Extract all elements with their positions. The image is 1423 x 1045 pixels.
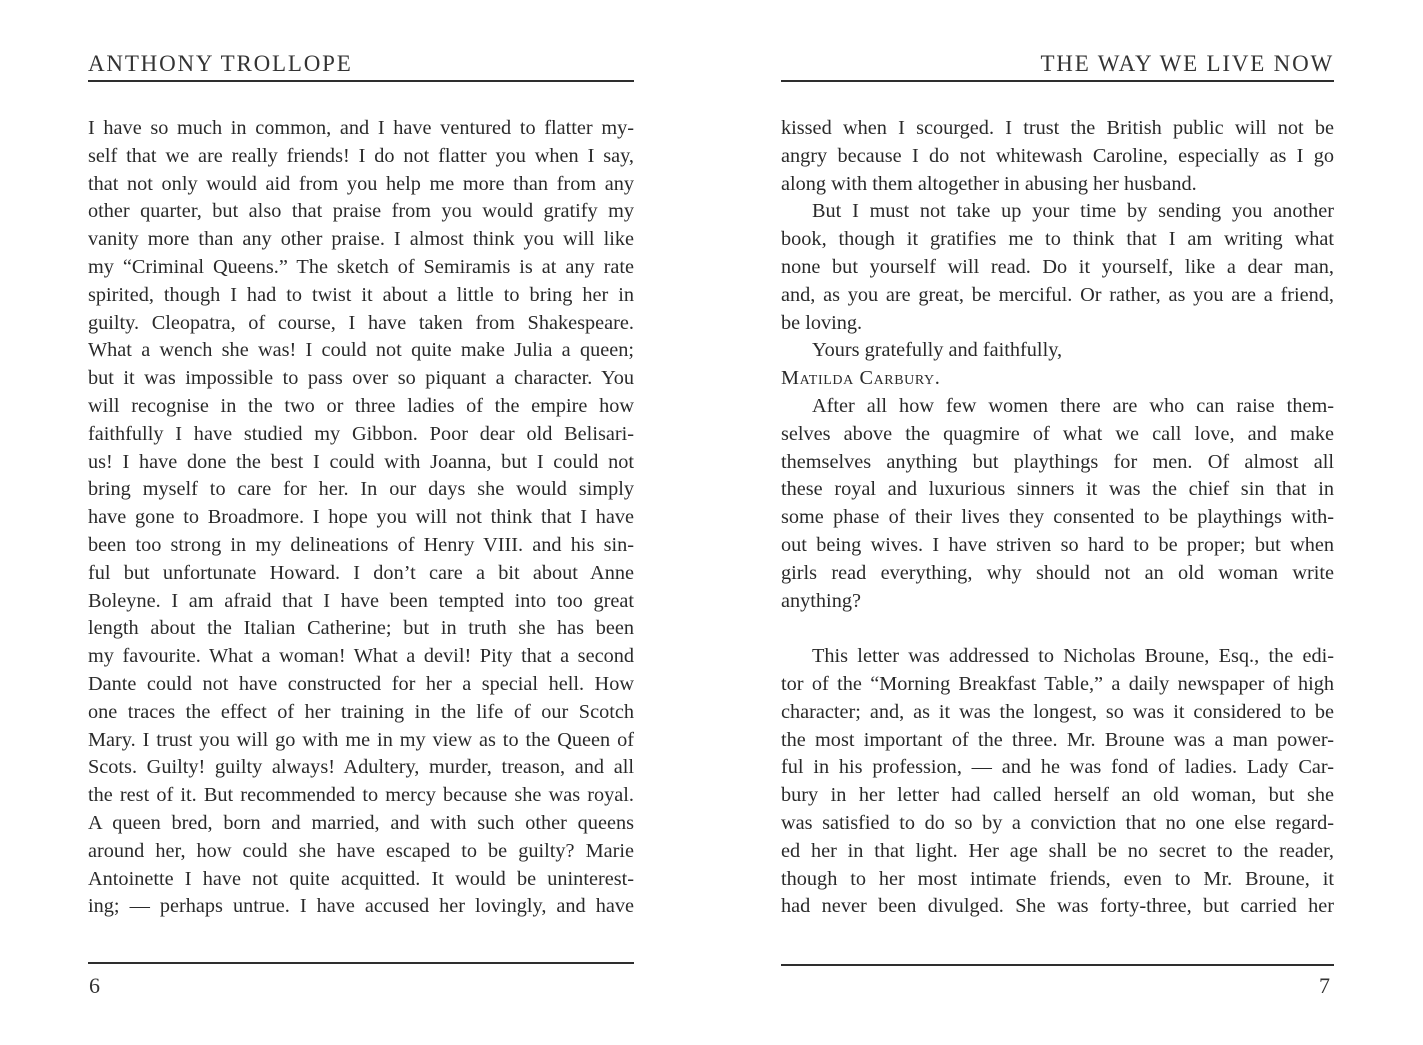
text-line: but it was impossible to pass over so piquant a character. You xyxy=(88,367,634,390)
text-line: one traces the effect of her training in the life of our Scotch xyxy=(88,700,634,723)
letter-signature: Matilda Carbury. xyxy=(781,367,941,390)
text-line: tor of the “Morning Breakfast Table,” a daily newspaper of high xyxy=(781,672,1334,695)
text-line: be loving. xyxy=(781,311,863,334)
text-line: Dante could not have constructed for her a special hell. How xyxy=(88,672,634,695)
text-line: ful in his profession, — and he was fond of ladies. Lady Car- xyxy=(781,756,1334,779)
left-page-body xyxy=(88,115,634,921)
text-line: my favourite. What a woman! What a devil! Pity that a second xyxy=(88,645,634,668)
text-line: these royal and luxurious sinners it was the chief sin that in xyxy=(781,478,1334,501)
text-line: anything? xyxy=(781,589,861,612)
header-rule xyxy=(781,80,1334,82)
text-line: What a wench she was! I could not quite make Julia a queen; xyxy=(88,339,634,362)
letter-closing: Yours gratefully and faithfully, xyxy=(812,339,1063,362)
right-page-body xyxy=(781,115,1334,921)
text-line: Boleyne. I am afraid that I have been tempted into too great xyxy=(88,589,634,612)
text-line: been too strong in my delineations of Henry VIII. and his sin- xyxy=(88,533,634,556)
footer-rule xyxy=(781,964,1334,966)
text-line: book, though it gratifies me to think that I am writing what xyxy=(781,228,1334,251)
header-rule xyxy=(88,80,634,82)
text-line: have gone to Broadmore. I hope you will not think that I have xyxy=(88,506,634,529)
text-line: had never been divulged. She was forty-three, but carried her xyxy=(781,895,1334,918)
section-break xyxy=(781,615,1334,643)
running-head-author: ANTHONY TROLLOPE xyxy=(88,51,353,76)
text-line: selves above the quagmire of what we call love, and make xyxy=(781,422,1334,445)
footer-rule xyxy=(88,962,634,964)
text-line: bring myself to care for her. In our days she would simply xyxy=(88,478,634,501)
right-page xyxy=(781,0,1334,1045)
text-line: and, as you are great, be merciful. Or rather, as you are a friend, xyxy=(781,283,1334,306)
text-line: girls read everything, why should not an old woman write xyxy=(781,561,1334,584)
text-line: themselves anything but playthings for men. Of almost all xyxy=(781,450,1334,473)
text-line: the most important of the three. Mr. Broune was a man power- xyxy=(781,728,1334,751)
text-line: vanity more than any other praise. I almost think you will like xyxy=(88,228,634,251)
paragraph-start-line: But I must not take up your time by sending you another xyxy=(812,200,1334,223)
text-line: A queen bred, born and married, and with such other queens xyxy=(88,811,634,834)
text-line: out being wives. I have striven so hard to be proper; but when xyxy=(781,533,1334,556)
text-line: Scots. Guilty! guilty always! Adultery, murder, treason, and all xyxy=(88,756,634,779)
text-line: Antoinette I have not quite acquitted. It would be uninterest- xyxy=(88,867,634,890)
text-line: that not only would aid from you help me more than from any xyxy=(88,172,634,195)
page-number: 7 xyxy=(1319,973,1330,998)
text-line: character; and, as it was the longest, so was it considered to be xyxy=(781,700,1334,723)
text-line: angry because I do not whitewash Caroline, especially as I go xyxy=(781,144,1334,167)
text-line: none but yourself will read. Do it yourself, like a dear man, xyxy=(781,255,1334,278)
running-head-title: THE WAY WE LIVE NOW xyxy=(1040,51,1334,76)
text-line: some phase of their lives they consented to be playthings with- xyxy=(781,506,1334,529)
text-line: my “Criminal Queens.” The sketch of Semiramis is at any rate xyxy=(88,255,634,278)
text-line: other quarter, but also that praise from you would gratify my xyxy=(88,200,634,223)
text-line: length about the Italian Catherine; but in truth she has been xyxy=(88,617,634,640)
left-page xyxy=(88,0,634,1045)
text-line: will recognise in the two or three ladies of the empire how xyxy=(88,394,634,417)
text-line: around her, how could she have escaped to be guilty? Marie xyxy=(88,839,634,862)
text-line: the rest of it. But recommended to mercy because she was royal. xyxy=(88,784,634,807)
paragraph-start-line: This letter was addressed to Nicholas Broune, Esq., the edi- xyxy=(812,645,1334,668)
page-number: 6 xyxy=(89,973,100,998)
text-line: guilty. Cleopatra, of course, I have taken from Shakespeare. xyxy=(88,311,634,334)
paragraph-start-line: After all how few women there are who can raise them- xyxy=(812,394,1334,417)
text-line: Mary. I trust you will go with me in my view as to the Queen of xyxy=(88,728,634,751)
text-line: bury in her letter had called herself an old woman, but she xyxy=(781,784,1334,807)
text-line: faithfully I have studied my Gibbon. Poor dear old Belisari- xyxy=(88,422,634,445)
text-line: ed her in that light. Her age shall be no secret to the reader, xyxy=(781,839,1334,862)
text-line: along with them altogether in abusing her husband. xyxy=(781,172,1197,195)
text-line: though to her most intimate friends, even to Mr. Broune, it xyxy=(781,867,1334,890)
text-line: self that we are really friends! I do not flatter you when I say, xyxy=(88,144,634,167)
text-line: kissed when I scourged. I trust the British public will not be xyxy=(781,117,1334,139)
text-line: spirited, though I had to twist it about a little to bring her in xyxy=(88,283,634,306)
text-line: ing; — perhaps untrue. I have accused her lovingly, and have xyxy=(88,895,634,918)
text-line: us! I have done the best I could with Joanna, but I could not xyxy=(88,450,634,473)
text-line: I have so much in common, and I have ventured to flatter my- xyxy=(88,117,634,139)
text-line: ful but unfortunate Howard. I don’t care a bit about Anne xyxy=(88,561,634,584)
text-line: was satisfied to do so by a conviction that no one else regard- xyxy=(781,811,1334,834)
